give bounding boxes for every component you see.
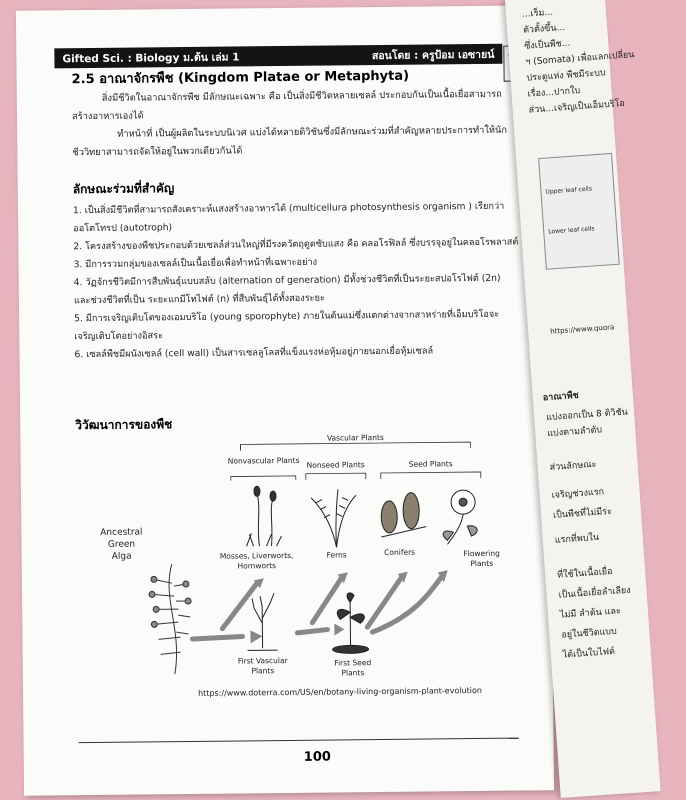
- features-list: [73, 198, 520, 365]
- conifers-label: Conifers: [384, 547, 416, 557]
- right-page-body-11: ได้เป็นใบไฟต์: [562, 646, 616, 661]
- first-vascular-label-1: First Vascular: [237, 655, 288, 666]
- ancestral-label-1: Ancestral: [100, 527, 143, 538]
- right-page-line-2: ตัวตั้งขึ้น...: [522, 22, 566, 36]
- feature-item-3: 3. มีการรวมกลุ่มของเซลล์เป็นเนื้อเยื่อเพื่อทำหน้าที่เฉพาะอย่าง: [73, 256, 318, 271]
- nonseed-bracket: [306, 473, 366, 480]
- right-page-body-6: แรกที่พบใน: [554, 532, 600, 546]
- feature-item-2: 2. โครงสร้างของพืชประกอบด้วยเซลล์ส่วนใหญ่ที่มีรงควัตถุดูดซับแสง คือ คลอโรฟิลล์ ซึ่งบรรจุอยู่ในคลอโรพลาสต์: [73, 236, 519, 253]
- nonvascular-bracket: [231, 476, 296, 481]
- right-page-heading: อาณาพืช: [542, 390, 580, 404]
- ferns-label: Ferns: [326, 550, 347, 560]
- flower-illustration: [443, 490, 478, 544]
- vascular-label: Vascular Plants: [326, 432, 384, 443]
- right-page-body-3: ส่วนลักษณะ: [549, 459, 597, 474]
- mosses-label-2: Hornworts: [237, 561, 277, 571]
- section-title: 2.5 อาณาจักรพืช (Kingdom Platae or Metaphyta): [71, 68, 410, 88]
- evolution-title: วิวัฒนาการของพืช: [75, 417, 173, 433]
- feature-item-6: 6. เซลล์พืชมีผนังเซลล์ (cell wall) เป็นสารเซลลูโลสที่แข็งแรงห่อหุ้มอยู่ภายนอกเยื่อหุ้มเซลล์: [74, 345, 434, 361]
- feature-item-1: 1. เป็นสิ่งมีชีวิตที่สามารถสังเคราะห์แสงสร้างอาหารได้ (multicellura photosynthesis organism ) เรียกว่า ออโตโทรป (autotroph): [72, 200, 505, 235]
- right-page-body-4: เจริญช่วงแรก: [551, 487, 605, 501]
- right-page-body-9: ไม่มี ลำต้น และ: [559, 606, 622, 621]
- flowering-label-2: Plants: [470, 558, 494, 569]
- fern-illustration: [311, 489, 357, 547]
- right-page-line-1: ...เร็ม...: [521, 7, 554, 20]
- feature-item-4: 4. วัฏจักรชีวิตมีการสืบพันธุ์แบบสลับ (alternation of generation) มีทั้งช่วงชีวิตที่เป็นระยะสปอโรไฟต์ (2n) และช่วงชีวิตที่เป็น ระยะแกมีโทไฟต์ (n) ที่สืบพันธุ์ได้ทั้งสองระยะ: [73, 272, 501, 307]
- right-page-line-4: ฯ (Somata) เพื่อแลกเปลี่ยน: [525, 50, 635, 68]
- first-seed-illustration: [332, 593, 369, 654]
- nonvascular-label: Nonvascular Plants: [227, 455, 300, 466]
- feature-item-5: 5. มีการเจริญเติบโตของเอมบริโอ (young sporophyte) ภายในต้นแม่ซึ่งแตกต่างจากสาหร่ายที่เอ็มบริโอจะเจริญเติบโตอย่างอิสระ: [74, 308, 500, 343]
- header-teacher: สอนโดย : ครูป้อม เอซายน์: [371, 48, 495, 62]
- right-page-body-1: แบ่งออกเป็น 8 ดิวิชัน: [545, 407, 629, 424]
- conifer-illustration: [381, 493, 426, 537]
- nonseed-label: Nonseed Plants: [306, 460, 365, 470]
- page-number: 100: [303, 749, 331, 765]
- mosses-label-1: Mosses, Liverworts,: [219, 550, 294, 561]
- right-page-body-5: เป็นพืชที่ไม่มีระ: [552, 506, 613, 521]
- right-page-line-3: ซึ่งเป็นพืช...: [523, 38, 571, 52]
- right-page-line-5: ประตูแห่ง พืชมีระบบ: [526, 68, 606, 84]
- upper-leaf-label: Upper leaf cells: [545, 185, 593, 196]
- vascular-bracket: [240, 442, 470, 450]
- moss-illustration: [246, 486, 282, 546]
- leaf-cells-figure: [538, 153, 620, 270]
- intro-paragraph-1: สิ่งมีชีวิตในอาณาจักรพืช มีลักษณะเฉพาะ คือ เป็นสิ่งมีชีวิตหลายเซลล์ ประกอบกันเป็นเนื้อเยื่อสามารถสร้างอาหารเองได้: [71, 88, 502, 123]
- right-page-body-2: แบ่งตามลำดับ: [547, 425, 603, 440]
- ancestral-label-2: Green: [107, 539, 136, 550]
- seed-label: Seed Plants: [408, 459, 453, 469]
- right-page-body-8: เป็นเนื้อเยื่อลำเลียง: [558, 585, 632, 601]
- alga-illustration: [149, 564, 192, 674]
- lower-leaf-label: Lower leaf cells: [548, 225, 595, 236]
- book-page: [16, 5, 554, 796]
- footer-line: [79, 738, 519, 744]
- plant-evolution-diagram: [80, 432, 503, 690]
- right-page-line-6: เรื่อง...ปากใบ: [527, 85, 581, 100]
- evolution-arrows: [192, 576, 443, 639]
- first-seed-label-2: Plants: [341, 668, 365, 678]
- ancestral-label-3: Alga: [111, 551, 132, 562]
- first-vascular-label-2: Plants: [251, 666, 275, 676]
- seed-bracket: [381, 472, 481, 479]
- flowering-label-1: Flowering: [463, 548, 500, 559]
- right-page-line-7: ส่วน...เจริญเป็นเอ็มบริโอ: [528, 98, 626, 116]
- intro-paragraph-2: ทำหน้าที่ เป็นผู้ผลิตในระบบนิเวศ แบ่งได้หลายดิวิชันซึ่งมีลักษณะร่วมที่สำคัญหลายประการทำให้นักชีววิทยาสามารถจัดให้อยู่ในพวกเดียวกันได้: [72, 124, 508, 159]
- header-book-title: Gifted Sci. : Biology ม.ต้น เล่ม 1: [62, 50, 240, 65]
- right-page-source: https://www.quora: [549, 323, 615, 336]
- features-title: ลักษณะร่วมที่สำคัญ: [72, 181, 175, 197]
- right-page-body-10: อยู่ในชีวิตแบบ: [561, 626, 618, 641]
- right-page-body-7: ที่ใช้ในเนื้อเยื่อ: [556, 566, 613, 581]
- header-bar: [54, 44, 502, 69]
- first-seed-label-1: First Seed: [334, 658, 372, 668]
- diagram-source-url: https://www.doterra.com/US/en/botany-living-organism-plant-evolution: [198, 685, 483, 698]
